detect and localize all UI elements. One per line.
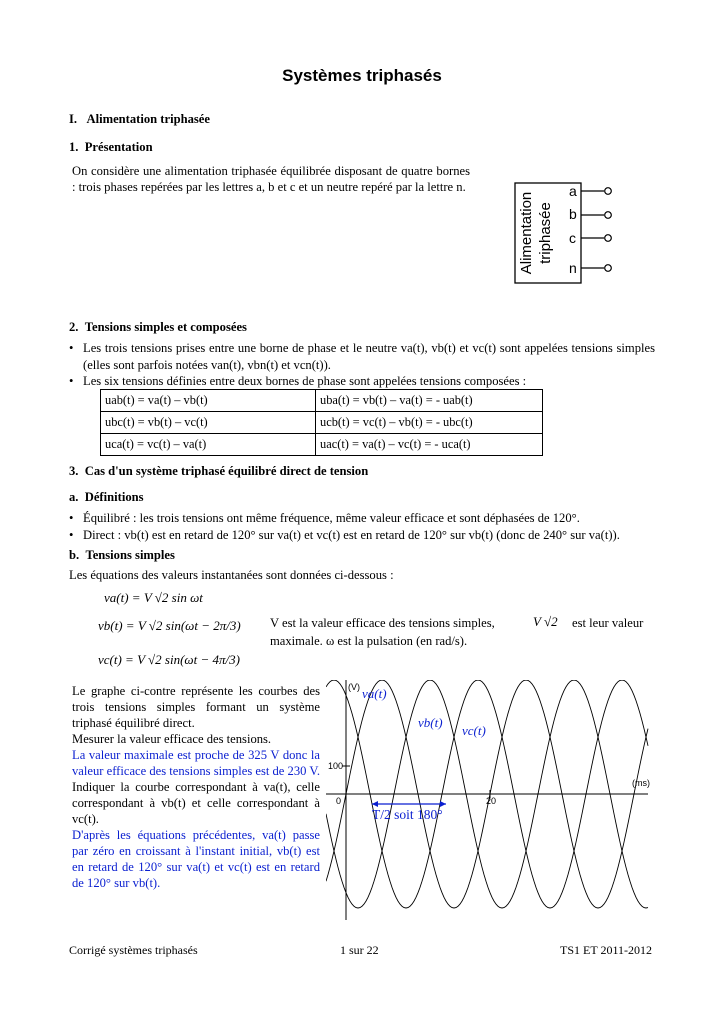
table-row: [101, 434, 543, 456]
label-va: va(t): [362, 686, 387, 701]
half-period-annotation: T/2 soit 180°: [372, 807, 443, 822]
subsection-heading-definitions: a. Définitions: [69, 490, 144, 504]
bullet-simple-voltages: • Les trois tensions prises entre une borne de phase et le neutre va(t), vb(t) et vc(t) sont appelées tensions simples (elles sont parfois notées van(t), vbn(t) et vcn(t)).: [69, 340, 655, 373]
table-cell: uab(t) = va(t) – vb(t): [101, 390, 316, 412]
terminal-label-a: a: [569, 183, 577, 199]
tensions-bullets: [69, 340, 655, 390]
table-cell: uba(t) = vb(t) – va(t) = - uab(t): [316, 390, 543, 412]
subsection-heading-simple: b. Tensions simples: [69, 548, 175, 562]
equation-vc: vc(t) = V √2 sin(ωt − 4π/3): [98, 652, 240, 667]
terminal-label-b: b: [569, 206, 577, 222]
graph-explanation: [72, 683, 320, 891]
x-tick-label-0: 0: [336, 796, 342, 806]
footer-page-number: 1 sur 22: [340, 943, 379, 957]
equation-note-2: est leur valeur: [572, 616, 644, 630]
table-row: [101, 412, 543, 434]
graph-text-1: Le graphe ci-contre représente les courbes des trois tensions simples formant un système triphasé équilibré direct.: [72, 684, 320, 730]
supply-diagram: [512, 181, 624, 286]
graph-text-3: Indiquer la courbe correspondant à va(t), celle correspondant à vb(t) et celle correspondant à vc(t).: [72, 780, 320, 826]
equations-intro: Les équations des valeurs instantanées sont données ci-dessous :: [69, 568, 394, 582]
table-cell: ucb(t) = vc(t) – vb(t) = - ubc(t): [316, 412, 543, 434]
label-vc: vc(t): [462, 723, 486, 738]
section-heading-1: I. Alimentation triphasée: [69, 112, 210, 126]
supply-label-2: triphasée: [537, 202, 554, 264]
equation-note-3: maximale. ω est la pulsation (en rad/s).: [270, 634, 468, 648]
label-vb: vb(t): [418, 715, 443, 730]
intro-paragraph: On considère une alimentation triphasée équilibrée disposant de quatre bornes : trois phases repérées par les lettres a, b et c et un neutre repéré par la lettre n.: [72, 164, 470, 194]
x-tick-label-20: 20: [486, 796, 497, 806]
subsection-heading-tensions: 2. Tensions simples et composées: [69, 320, 247, 334]
table-row: [101, 390, 543, 412]
subsection-heading-presentation: 1. Présentation: [69, 140, 153, 154]
graph-answer-1: La valeur maximale est proche de 325 V donc la valeur efficace des tensions simples est de 230 V.: [72, 748, 320, 778]
terminal-label-c: c: [569, 230, 576, 246]
y-tick-label-100: 100: [328, 761, 344, 771]
footer-right: TS1 ET 2011-2012: [560, 943, 652, 957]
composed-voltages-table: [100, 389, 543, 456]
three-phase-graph-svg: [326, 680, 656, 920]
equation-note-1: V est la valeur efficace des tensions simples,: [270, 616, 495, 630]
bullet-composed-voltages: • Les six tensions définies entre deux bornes de phase sont appelées tensions composées :: [69, 373, 655, 390]
equation-vb: vb(t) = V √2 sin(ωt − 2π/3): [98, 618, 241, 633]
graph-answer-2: D'après les équations précédentes, va(t) passe par zéro en croissant à l'instant initial, vb(t) est en retard de 120° sur va(t) et vc(t) est en retard de 120° sur vb(t).: [72, 828, 320, 890]
bullet-direct: • Direct : vb(t) est en retard de 120° sur va(t) et vc(t) est en retard de 120° sur vb(t) (donc de 240° sur va(t)).: [69, 527, 659, 544]
definitions-bullets: [69, 510, 659, 543]
x-unit-label: (ms): [632, 778, 650, 788]
supply-diagram-svg: [512, 181, 624, 286]
y-unit-label: (V): [348, 682, 360, 692]
page-title: Systèmes triphasés: [282, 66, 442, 85]
equation-va: va(t) = V √2 sin ωt: [104, 590, 203, 605]
bullet-balanced: • Équilibré : les trois tensions ont même fréquence, même valeur efficace et sont déphasées de 120°.: [69, 510, 659, 527]
table-cell: ubc(t) = vb(t) – vc(t): [101, 412, 316, 434]
table-cell: uac(t) = va(t) – vc(t) = - uca(t): [316, 434, 543, 456]
three-phase-graph: [326, 680, 656, 920]
subsection-heading-case: 3. Cas d'un système triphasé équilibré direct de tension: [69, 464, 369, 478]
table-cell: uca(t) = vc(t) – va(t): [101, 434, 316, 456]
equation-note-sqrt: V √2: [533, 614, 558, 629]
footer-left: Corrigé systèmes triphasés: [69, 943, 198, 957]
terminal-label-n: n: [569, 260, 577, 276]
supply-label-1: Alimentation: [518, 191, 535, 275]
graph-text-2: Mesurer la valeur efficace des tensions.: [72, 732, 272, 746]
